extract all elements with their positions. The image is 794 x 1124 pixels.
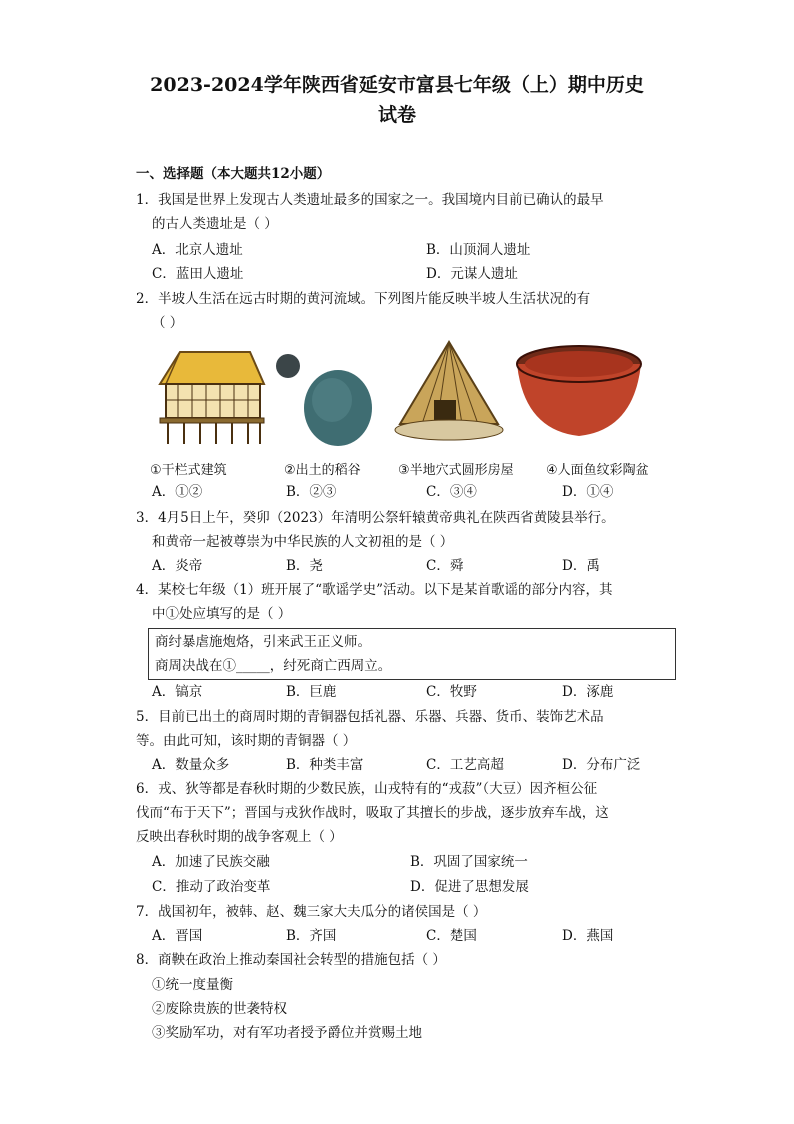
q5-stem-line-2: 等。由此可知，该时期的青铜器（ ） [136,733,357,749]
q6-option-a[interactable]: A．加速了民族交融 [152,854,270,870]
q8-stem-line-1: 8．商鞅在政治上推动秦国社会转型的措施包括（ ） [136,952,446,968]
q7-option-a[interactable]: A．晋国 [152,928,203,944]
q4-option-a[interactable]: A．镐京 [152,684,203,700]
round-house-image [392,338,506,448]
q3-stem-line-2: 和黄帝一起被尊崇为中华民族的人文初祖的是（ ） [152,534,454,550]
q3-stem-line-1: 3．4月5日上午，癸卯（2023）年清明公祭轩辕黄帝典礼在陕西省黄陵县举行。 [136,510,615,526]
q3-option-c[interactable]: C．舜 [426,558,464,574]
q6-option-b[interactable]: B．巩固了国家统一 [410,854,528,870]
q7-option-b[interactable]: B．齐国 [286,928,337,944]
q1-option-a[interactable]: A．北京人遗址 [152,242,243,258]
q1-stem-line-2: 的古人类遗址是（ ） [152,216,278,232]
q2-caption-2: ②出土的稻谷 [284,463,361,478]
q2-caption-4: ④人面鱼纹彩陶盆 [546,463,649,478]
q1-option-b[interactable]: B．山顶洞人遗址 [426,242,531,258]
pottery-basin-image [514,342,644,442]
q5-option-b[interactable]: B．种类丰富 [286,757,364,773]
q4-option-d[interactable]: D．涿鹿 [562,684,614,700]
stilt-house-image [150,348,268,448]
q5-option-c[interactable]: C．工艺高超 [426,757,504,773]
q4-option-b[interactable]: B．巨鹿 [286,684,337,700]
q2-option-a[interactable]: A．①② [152,484,203,500]
q6-option-c[interactable]: C．推动了政治变革 [152,879,271,895]
section-heading: 一、选择题（本大题共12小题） [136,166,331,182]
q4-stem-line-1: 4．某校七年级（1）班开展了“歌谣学史”活动。以下是某首歌谣的部分内容，其 [136,582,613,598]
q2-option-c[interactable]: C．③④ [426,484,477,500]
q8-statement-1: ①统一度量衡 [152,977,233,993]
rice-grain-image [274,352,378,448]
q7-option-c[interactable]: C．楚国 [426,928,477,944]
q4-lyric-line-1: 商纣暴虐施炮烙，引来武王正义师。 [155,634,371,650]
title-line-1: 2023-2024学年陕西省延安市富县七年级（上）期中历史 [150,74,644,96]
q3-option-b[interactable]: B．尧 [286,558,323,574]
q3-option-a[interactable]: A．炎帝 [152,558,203,574]
q8-statement-2: ②废除贵族的世袭特权 [152,1001,287,1017]
q7-stem-line-1: 7．战国初年，被韩、赵、魏三家大夫瓜分的诸侯国是（ ） [136,904,487,920]
q2-option-b[interactable]: B．②③ [286,484,337,500]
q8-statement-3: ③奖励军功，对有军功者授予爵位并赏赐土地 [152,1025,422,1041]
q6-option-d[interactable]: D．促进了思想发展 [410,879,529,895]
q3-option-d[interactable]: D．禹 [562,558,600,574]
q1-option-d[interactable]: D．元谋人遗址 [426,266,518,282]
q4-lyric-line-2: 商周决战在①_____，纣死商亡西周立。 [155,658,392,674]
q1-option-c[interactable]: C．蓝田人遗址 [152,266,244,282]
q6-stem-line-2: 伐而“布于天下”；晋国与戎狄作战时，吸取了其擅长的步战，逐步放弃车战，这 [136,805,609,821]
q1-stem-line-1: 1．我国是世界上发现古人类遗址最多的国家之一。我国境内目前已确认的最早 [136,192,604,208]
q4-lyrics-box [148,628,676,680]
q6-stem-line-3: 反映出春秋时期的战争客观上（ ） [136,829,343,845]
q2-stem-line-1: 2．半坡人生活在远古时期的黄河流域。下列图片能反映半坡人生活状况的有 [136,291,591,307]
q7-option-d[interactable]: D．燕国 [562,928,614,944]
q4-stem-line-2: 中①处应填写的是（ ） [152,606,292,622]
title-line-2: 试卷 [377,104,416,126]
q2-caption-1: ①干栏式建筑 [150,463,227,478]
q2-option-d[interactable]: D．①④ [562,484,614,500]
q5-option-d[interactable]: D．分布广泛 [562,757,641,773]
q6-stem-line-1: 6．戎、狄等都是春秋时期的少数民族，山戎特有的“戎菽”（大豆）因齐桓公征 [136,781,598,797]
q2-stem-line-2: （ ） [152,315,184,331]
q5-option-a[interactable]: A．数量众多 [152,757,230,773]
q5-stem-line-1: 5．目前已出土的商周时期的青铜器包括礼器、乐器、兵器、货币、装饰艺术品 [136,709,604,725]
exam-title [100,70,694,130]
q2-caption-3: ③半地穴式圆形房屋 [398,463,514,478]
q4-option-c[interactable]: C．牧野 [426,684,477,700]
